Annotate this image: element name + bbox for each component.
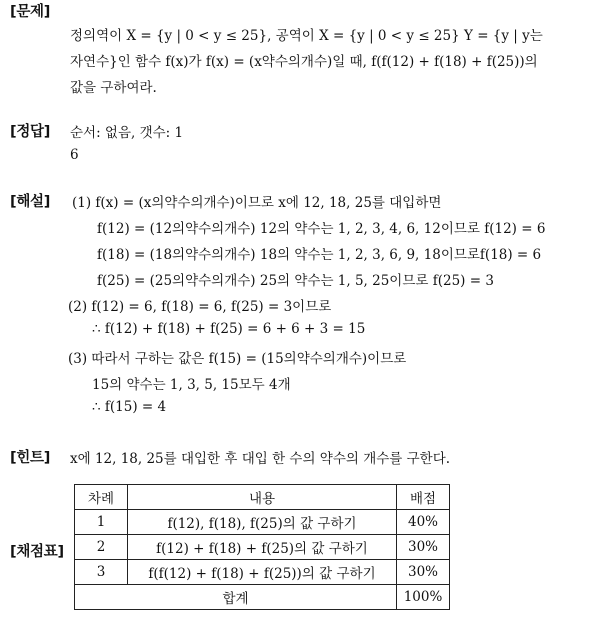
rubric-order: 3 (75, 560, 128, 585)
rubric-label: [채점표] (10, 544, 64, 560)
solution-divisors-15: 15의 약수는 1, 3, 5, 15모두 4개 (92, 377, 291, 393)
rubric-order: 2 (75, 535, 128, 560)
solution-step-2: (2) f(12) = 6, f(18) = 6, f(25) = 3이므로 (68, 299, 332, 315)
answer-value: 6 (70, 147, 79, 163)
problem-line-2: 자연수}인 함수 f(x)가 f(x) = (x약수의개수)일 때, f(f(12) + f(18) + f(25))의 (70, 54, 538, 70)
rubric-content: f(f(12) + f(18) + f(25))의 값 구하기 (128, 560, 397, 585)
solution-label: [해설] (10, 194, 51, 210)
problem-line-3: 값을 구하여라. (70, 80, 157, 96)
solution-step-3: (3) 따라서 구하는 값은 f(15) = (15의약수의개수)이므로 (68, 351, 407, 367)
solution-f25: f(25) = (25의약수의개수) 25의 약수는 1, 5, 25이므로 f(25) = 3 (97, 273, 494, 289)
solution-f12: f(12) = (12의약수의개수) 12의 약수는 1, 2, 3, 4, 6, 12이므로 f(12) = 6 (97, 221, 546, 237)
solution-result: ∴ f(15) = 4 (92, 399, 167, 415)
rubric-total-row (75, 585, 450, 610)
solution-step-1: (1) f(x) = (x의약수의개수)이므로 x에 12, 18, 25를 대입하면 (72, 195, 442, 211)
hint-label: [힌트] (10, 450, 51, 466)
rubric-content: f(12) + f(18) + f(25)의 값 구하기 (128, 535, 397, 560)
rubric-header-points: 배점 (397, 485, 450, 510)
rubric-points: 30% (397, 560, 450, 585)
rubric-points: 40% (397, 510, 450, 535)
table-row (75, 510, 450, 535)
rubric-header-row (75, 485, 450, 510)
rubric-table (74, 484, 450, 610)
rubric-order: 1 (75, 510, 128, 535)
answer-label: [정답] (10, 124, 51, 140)
problem-label: [문제] (10, 4, 51, 20)
rubric-header-content: 내용 (128, 485, 397, 510)
solution-sum: ∴ f(12) + f(18) + f(25) = 6 + 6 + 3 = 15 (92, 321, 366, 337)
hint-text: x에 12, 18, 25를 대입한 후 대입 한 수의 약수의 개수를 구한다. (70, 451, 451, 467)
rubric-header-order: 차례 (75, 485, 128, 510)
rubric-total-value: 100% (397, 585, 450, 610)
rubric-content: f(12), f(18), f(25)의 값 구하기 (128, 510, 397, 535)
answer-order-count: 순서: 없음, 갯수: 1 (70, 125, 184, 141)
table-row (75, 535, 450, 560)
table-row (75, 560, 450, 585)
rubric-total-label: 합계 (75, 585, 397, 610)
rubric-points: 30% (397, 535, 450, 560)
solution-f18: f(18) = (18의약수의개수) 18의 약수는 1, 2, 3, 6, 9, 18이므로f(18) = 6 (97, 247, 542, 263)
problem-line-1: 정의역이 X = {y | 0 < y ≤ 25}, 공역이 X = {y | 0 < y ≤ 25} Y = {y | y는 (70, 28, 543, 44)
